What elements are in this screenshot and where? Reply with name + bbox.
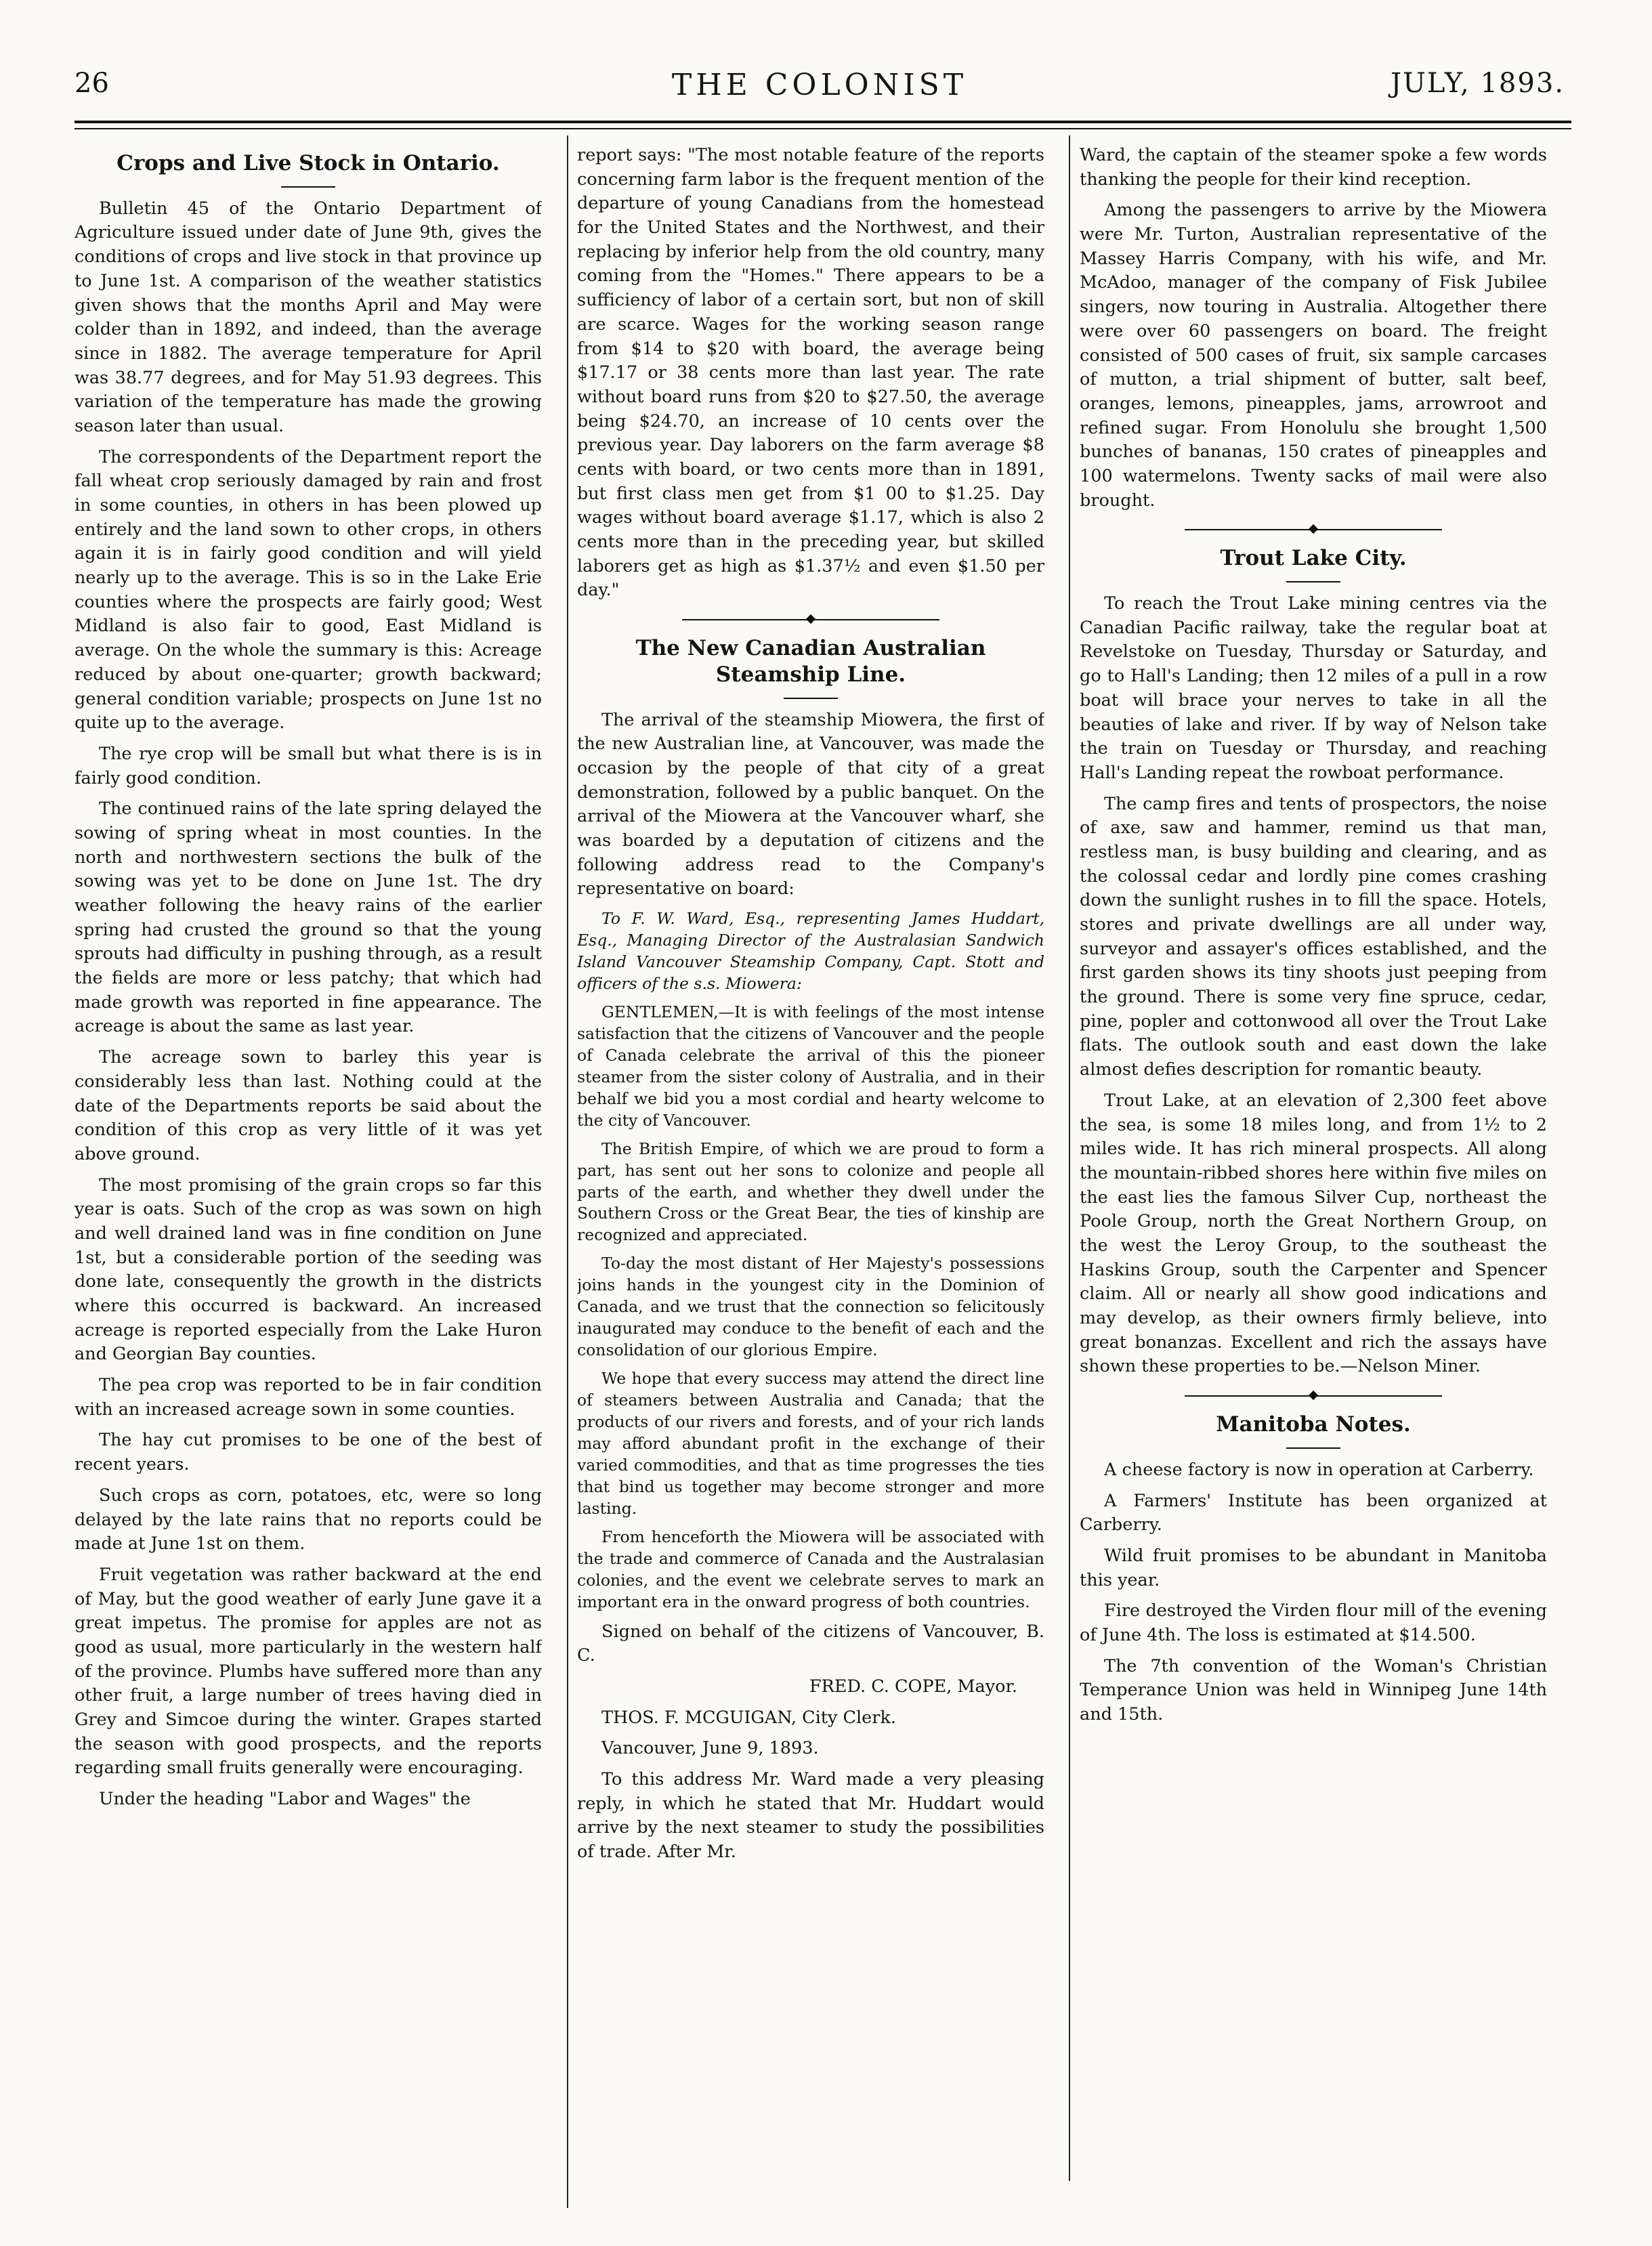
paragraph: Wild fruit promises to be abundant in Manitoba this year.	[1080, 1545, 1547, 1590]
column-separator	[567, 135, 568, 2208]
column-3	[1080, 144, 1547, 2209]
article-title-manitoba: Manitoba Notes.	[1216, 1412, 1411, 1437]
paragraph: The 7th convention of the Woman's Christian Temperance Union was held in Winnipeg June 14th and 15th.	[1080, 1655, 1547, 1724]
paragraph: The rye crop will be small but what there is is in fairly good condition.	[75, 743, 542, 788]
paragraph: Among the passengers to arrive by the Miowera were Mr. Turton, Australian representative of the Massey Harris Company, with his wife, and Mr. McAdoo, manager of the company of Fisk Jubilee singers, now touring in Australia. Altogether there were over 60 passengers on board. The freight consisted of 500 cases of fruit, six sample carcases of mutton, a trial shipment of butter, salt beef, oranges, lemons, pineapples, jams, arrowroot and refined sugar. From Honolulu she brought 1,500 bunches of bananas, 150 crates of pineapples and 100 watermelons. Twenty sacks of mail were also brought.	[1080, 200, 1547, 511]
paragraph: A cheese factory is now in operation at Carberry.	[1104, 1459, 1534, 1480]
paragraph: To this address Mr. Ward made a very pleasing reply, in which he stated that Mr. Huddart would arrive by the next steamer to study the possibilities of trade. After Mr.	[577, 1769, 1044, 1863]
signature-mayor: FRED. C. COPE, Mayor.	[809, 1676, 1017, 1697]
title-rule	[1286, 581, 1340, 582]
paragraph: Under the heading "Labor and Wages" the	[99, 1789, 471, 1810]
paragraph: The most promising of the grain crops so far this year is oats. Such of the crop as was sown on high and well drained land was in fine condition on June 1st, but a considerable portion of the seeding was done late, consequently the growth in the districts where this occurred is backward. An increased acreage is reported especially from the Lake Huron and Georgian Bay counties.	[75, 1174, 542, 1365]
paragraph: Fruit vegetation was rather backward at the end of May, but the good weather of early June gave it a great impetus. The promise for apples are not as good as usual, more particularly in the western half of the province. Plumbs have suffered more than any other fruit, a large number of trees having died in Grey and Simcoe during the winter. Grapes started the season with good prospects, and the reports regarding small fruits generally were encouraging.	[75, 1564, 542, 1779]
page-header	[75, 68, 1565, 108]
paragraph: Fire destroyed the Virden flour mill of the evening of June 4th. The loss is estimated at $14.500.	[1080, 1601, 1547, 1645]
section-divider	[682, 619, 939, 620]
paragraph: To-day the most distant of Her Majesty's possessions joins hands in the youngest city in the Dominion of Canada, and we trust that the connection so felicitously inaugurated may conduce to the benefit of each and the consolidation of our glorious Empire.	[577, 1254, 1044, 1360]
header-rule-thick	[75, 121, 1571, 123]
section-divider	[1185, 529, 1442, 530]
signature-clerk: THOS. F. MCGUIGAN, City Clerk.	[601, 1707, 897, 1728]
paragraph: Ward, the captain of the steamer spoke a few words thanking the people for their kind reception.	[1080, 145, 1547, 190]
title-rule	[281, 186, 335, 188]
paragraph: Trout Lake, at an elevation of 2,300 feet above the sea, is some 18 miles long, and from 1½ to 2 miles wide. It has rich mineral prospects. All along the mountain-ribbed shores here within five miles on the east lies the famous Silver Cup, northeast the Poole Group, north the Great Northern Group, on the west the Leroy Group, to the southeast the Haskins Group, south the Carpenter and Spencer claim. All or nearly all show good indications and may develop, as their owners firmly believe, into great bonanzas. Excellent and rich the assays have shown these properties to be.—Nelson Miner.	[1080, 1090, 1547, 1377]
article-title-trout-lake: Trout Lake City.	[1220, 546, 1407, 571]
publication-title: THE COLONIST	[671, 68, 968, 102]
section-divider	[1185, 1395, 1442, 1397]
column-2	[577, 144, 1044, 2209]
paragraph: Such crops as corn, potatoes, etc, were so long delayed by the late rains that no reports could be made at June 1st on them.	[75, 1485, 542, 1554]
paragraph: The acreage sown to barley this year is considerably less than last. Nothing could at the date of the Departments reports be said about the condition of this crop as very little of it was yet above ground.	[75, 1047, 542, 1164]
paragraph: Signed on behalf of the citizens of Vancouver, B. C.	[577, 1621, 1044, 1666]
paragraph: Bulletin 45 of the Ontario Department of Agriculture issued under date of June 9th, gives the conditions of crops and live stock in that province up to June 1st. A comparison of the weather statistics given shows that the months April and May were colder than in 1892, and indeed, than the average since in 1882. The average temperature for April was 38.77 degrees, and for May 51.93 degrees. This variation of the temperature has made the growing season later than usual.	[75, 198, 542, 436]
paragraph: The British Empire, of which we are proud to form a part, has sent out her sons to colonize and people all parts of the earth, and whether they dwell under the Southern Cross or the Great Bear, the ties of kinship are recognized and appreciated.	[577, 1139, 1044, 1245]
page-number: 26	[75, 68, 109, 99]
column-1	[75, 144, 542, 2209]
address-salutation: To F. W. Ward, Esq., representing James Huddart, Esq., Managing Director of the Australasian Sandwich Island Vancouver Steamship Company, Capt. Stott and officers of the s.s. Miowera:	[577, 909, 1044, 993]
paragraph: The hay cut promises to be one of the best of recent years.	[75, 1430, 542, 1475]
paragraph: The arrival of the steamship Miowera, the first of the new Australian line, at Vancouver, was made the occasion by the people of that city of a great demonstration, followed by a public banquet. On the arrival of the Miowera at the Vancouver wharf, she was boarded by a deputation of citizens and the following address read to the Company's representative on board:	[577, 709, 1044, 899]
paragraph: The camp fires and tents of prospectors, the noise of axe, saw and hammer, remind us that man, restless man, is busy building and clearing, and as the colossal cedar and lordly pine comes crashing down the sunlight rushes in to fill the space. Hotels, stores and private dwellings are all under way, surveyor and assayer's offices established, and the first garden shows its tiny shoots just peeping from the ground. There is some very fine spruce, cedar, pine, popler and cottonwood all over the Trout Lake flats. The outlook south and east down the lake almost defies description for romantic beauty.	[1080, 793, 1547, 1080]
title-rule	[784, 698, 838, 699]
signature-date: Vancouver, June 9, 1893.	[601, 1738, 819, 1759]
paragraph: A Farmers' Institute has been organized at Carberry.	[1080, 1490, 1547, 1535]
title-rule	[1286, 1447, 1340, 1449]
issue-date: JULY, 1893.	[1391, 68, 1565, 99]
article-title-crops: Crops and Live Stock in Ontario.	[117, 151, 500, 175]
paragraph: To reach the Trout Lake mining centres via the Canadian Pacific railway, take the regular boat at Revelstoke on Tuesday, Thursday or Saturday, and go to Hall's Landing; then 12 miles of a pull in a row boat will brace your nerves to take in all the beauties of lake and river. If by way of Nelson take the train on Tuesday or Thursday, and reaching Hall's Landing repeat the rowboat performance.	[1080, 593, 1547, 783]
paragraph: From henceforth the Miowera will be associated with the trade and commerce of Canada and the Australasian colonies, and the event we celebrate serves to mark an important era in the onward progress of both countries.	[577, 1527, 1044, 1611]
paragraph: The continued rains of the late spring delayed the sowing of spring wheat in most counties. In the north and northwestern sections the bulk of the sowing was yet to be done on June 1st. The dry weather following the heavy rains of the earlier spring had crusted the ground so that the young sprouts had difficulty in pushing through, as a result the fields are more or less patchy; that which had made growth was reported in fine appearance. The acreage is about the same as last year.	[75, 799, 542, 1037]
paragraph: GENTLEMEN,—It is with feelings of the most intense satisfaction that the citizens of Vancouver and the people of Canada celebrate the arrival of this the pioneer steamer from the sister colony of Australia, and in their behalf we bid you a most cordial and hearty welcome to the city of Vancouver.	[577, 1002, 1044, 1130]
paragraph: We hope that every success may attend the direct line of steamers between Australia and Canada; that the products of our rivers and forests, and of your rich lands may afford abundant profit in the exchange of their varied commodities, and that as time progresses the ties that bind us together may become stronger and more lasting.	[577, 1369, 1044, 1518]
column-separator	[1069, 135, 1070, 2181]
paragraph: The pea crop was reported to be in fair condition with an increased acreage sown in some counties.	[75, 1375, 542, 1420]
article-title-steamship: The New Canadian Australian Steamship Line.	[635, 636, 986, 687]
paragraph: report says: "The most notable feature of the reports concerning farm labor is the frequent mention of the departure of young Canadians from the homestead for the United States and the Northwest, and their replacing by inferior help from the old country, many coming from the "Homes." There appears to be a sufficiency of labor of a certain sort, but non of skill are scarce. Wages for the working season range from $14 to $20 with board, the average being $17.17 or 38 cents more than last year. The rate without board runs from $20 to $27.50, the average being $24.70, an increase of 10 cents over the previous year. Day laborers on the farm average $8 cents with board, or two cents more than in 1891, but first class men get from $1 00 to $1.25. Day wages without board average $1.17, which is also 2 cents more than in the preceding year, but skilled laborers get as high as $1.37½ and even $1.50 per day."	[577, 145, 1044, 601]
header-rule-thin	[75, 128, 1571, 129]
paragraph: The correspondents of the Department report the fall wheat crop seriously damaged by rain and frost in some counties, in others in has been plowed up entirely and the land sown to other crops, in others again it is in fairly good condition and will yield nearly up to the average. This is so in the Lake Erie counties where the prospects are fairly good; West Midland is also fair to good, East Midland is average. On the whole the summary is this: Acreage reduced by about one-quarter; growth backward; general condition variable; prospects on June 1st no quite up to the average.	[75, 446, 542, 734]
